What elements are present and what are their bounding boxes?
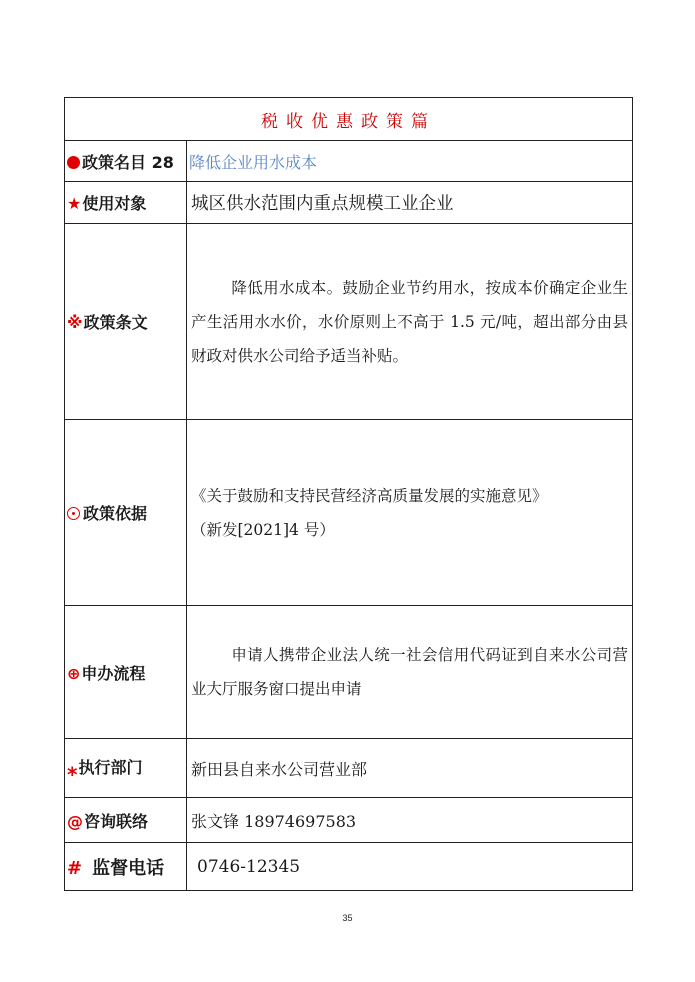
page-number: 35	[342, 913, 353, 923]
basis-value-line1: 《关于鼓励和支持民营经济高质量发展的实施意见》	[191, 486, 548, 505]
target-value: 城区供水范围内重点规模工业企业	[187, 182, 633, 224]
articles-label-cell	[65, 224, 187, 420]
supervision-row	[65, 843, 633, 891]
reference-mark-icon: ※	[67, 313, 83, 332]
document-title: 税收优惠政策篇	[65, 98, 633, 141]
process-label-cell	[65, 606, 187, 739]
supervision-label-cell	[65, 843, 187, 891]
basis-cell	[187, 420, 633, 606]
at-icon: @	[67, 811, 83, 831]
policy-name-label-cell	[65, 141, 187, 182]
process-value: 申请人携带企业法人统一社会信用代码证到自来水公司营业大厅服务窗口提出申请	[191, 646, 628, 698]
circled-dot-icon	[67, 507, 80, 520]
basis-value-line2: （新发[2021]4 号）	[191, 520, 335, 539]
basis-label-cell	[65, 420, 187, 606]
department-row	[65, 739, 633, 798]
articles-row	[65, 224, 633, 420]
supervision-value: 0746-12345	[187, 843, 633, 891]
basis-row	[65, 420, 633, 606]
articles-value: 降低用水成本。鼓励企业节约用水，按成本价确定企业生产生活用水水价，水价原则上不高于 1.5 元/吨，超出部分由县财政对供水公司给予适当补贴。	[191, 278, 628, 365]
basis-label: 政策依据	[83, 504, 148, 523]
articles-cell	[187, 224, 633, 420]
contact-value: 张文锋 18974697583	[187, 798, 633, 843]
red-dot-icon	[67, 156, 80, 169]
contact-row	[65, 798, 633, 843]
contact-label: 咨询联络	[84, 811, 149, 831]
process-row	[65, 606, 633, 739]
policy-name-value: 降低企业用水成本	[187, 141, 633, 182]
contact-label-cell	[65, 798, 187, 843]
asterisk-icon: ⁎	[67, 757, 78, 781]
process-cell	[187, 606, 633, 739]
articles-label: 政策条文	[83, 313, 148, 332]
target-label: 使用对象	[82, 194, 147, 213]
title-row	[65, 98, 633, 141]
target-label-cell	[65, 182, 187, 224]
circled-plus-icon: ⊕	[67, 663, 81, 683]
policy-name-label: 政策名目 28	[82, 152, 174, 172]
star-icon: ★	[67, 194, 82, 213]
policy-table	[64, 97, 633, 891]
hash-icon: #	[67, 857, 83, 879]
supervision-label: 监督电话	[92, 857, 165, 879]
department-label-cell	[65, 739, 187, 798]
department-label: 执行部门	[78, 758, 143, 777]
department-value: 新田县自来水公司营业部	[187, 739, 633, 798]
target-row	[65, 182, 633, 224]
process-label: 申办流程	[81, 663, 146, 683]
policy-name-row	[65, 141, 633, 182]
